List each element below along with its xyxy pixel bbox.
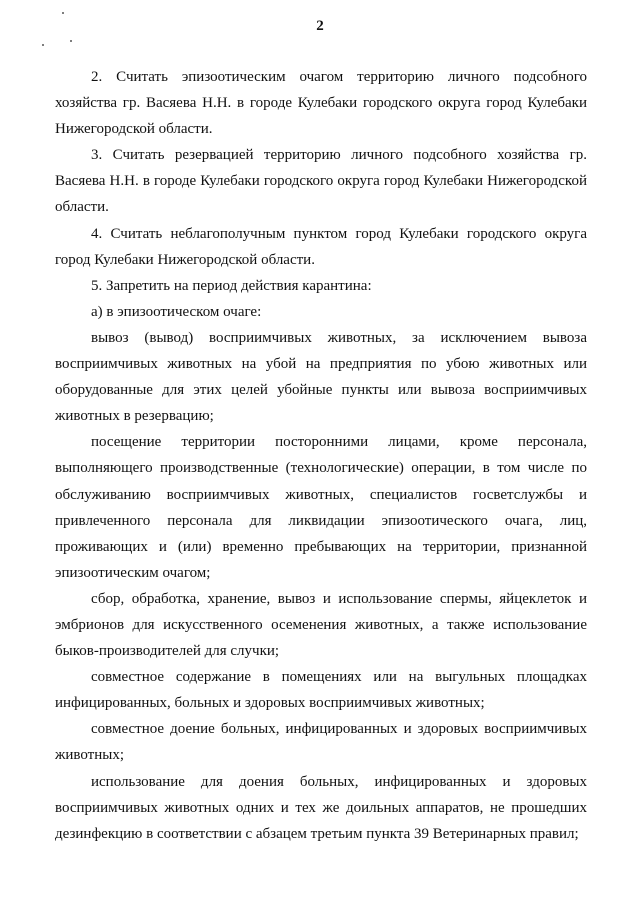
paragraph-item-2: 2. Считать эпизоотическим очагом территорию личного подсобного хозяйства гр. Васяева Н.Н. в городе Кулебаки городского округа город Кулебаки Нижегородской области. bbox=[55, 69, 587, 138]
paragraph-sperm-ban: сбор, обработка, хранение, вывоз и использование спермы, яйцеклеток и эмбрионов для искусственного осеменения животных, а также использование быков-производителей для случки; bbox=[55, 590, 587, 660]
page-number: 2 bbox=[316, 18, 324, 34]
paragraph-joint-housing-ban: совместное содержание в помещениях или на выгульных площадках инфицированных, больных и здоровых восприимчивых животных; bbox=[55, 669, 587, 712]
paragraph-item-3: 3. Считать резервацией территорию личного подсобного хозяйства гр. Васяева Н.Н. в городе Кулебаки городского округа город Кулебаки Нижегородской области. bbox=[55, 147, 587, 216]
paragraph-joint-milking-ban: совместное доение больных, инфицированных и здоровых восприимчивых животных; bbox=[55, 721, 587, 764]
paragraph-subitem-a: а) в эпизоотическом очаге: bbox=[91, 303, 262, 320]
paragraph-item-4: 4. Считать неблагополучным пунктом город Кулебаки городского округа город Кулебаки Нижегородской области. bbox=[55, 225, 587, 268]
paragraph-milking-equipment-ban: использование для доения больных, инфицированных и здоровых восприимчивых животных одних и тех же доильных аппаратов, не прошедших дезинфекцию в соответствии с абзацем третьим пункта 39 Ветеринарных правил; bbox=[55, 773, 587, 842]
scan-speck bbox=[42, 44, 44, 46]
document-body bbox=[55, 64, 587, 847]
paragraph-export-ban: вывоз (вывод) восприимчивых животных, за исключением вывоза восприимчивых животных на убой на предприятия по убою животных или оборудованные для этих целей убойные пункты или вывоза восприимчивых животных в резервацию; bbox=[55, 329, 587, 425]
paragraph-visit-ban: посещение территории посторонними лицами, кроме персонала, выполняющего производственные (технологические) операции, в том числе по обслуживанию восприимчивых животных, специалистов госветслужбы и привлеченного персонала для ликвидации эпизоотического очага, лиц, проживающих и (или) временно пребывающих на территории, признанной эпизоотическим очагом; bbox=[55, 434, 587, 581]
paragraph-item-5: 5. Запретить на период действия карантина: bbox=[91, 277, 372, 294]
scan-speck bbox=[70, 40, 72, 42]
scan-speck bbox=[62, 12, 64, 14]
